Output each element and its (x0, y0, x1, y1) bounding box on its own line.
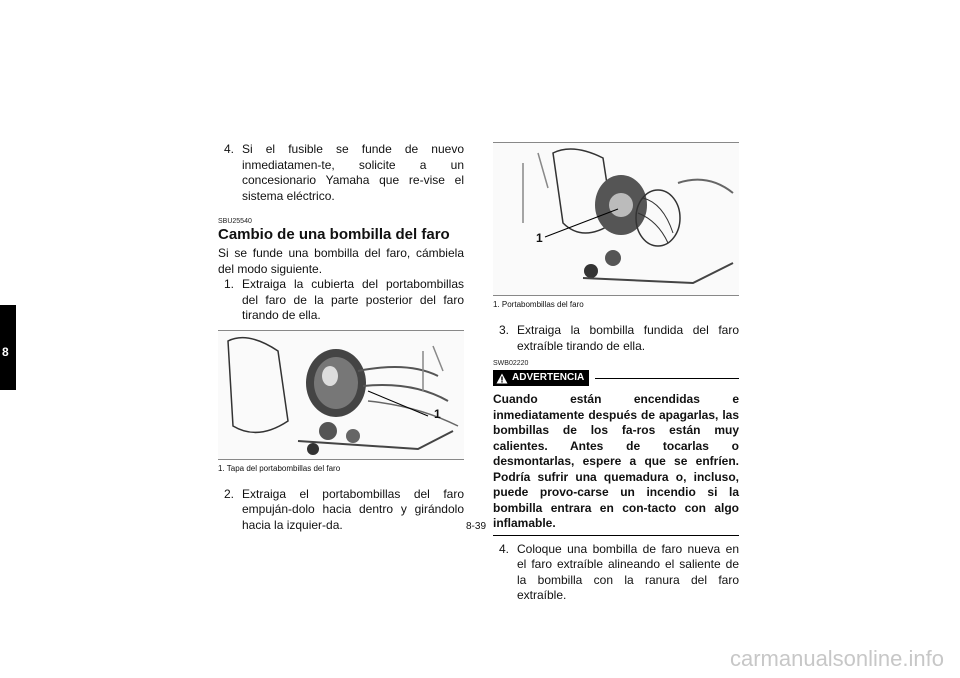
bulb-holder-photo (493, 142, 739, 296)
figure-caption: 1. Tapa del portabombillas del faro (218, 463, 341, 473)
section-intro: Si se funde una bombilla del faro, cámbiela del modo siguiente. (218, 246, 464, 276)
warning-header (493, 370, 739, 386)
left-column (218, 142, 464, 533)
warning-triangle-icon (496, 373, 508, 384)
warning-text: Cuando están encendidas e inmediatamente después de apagarlas, las bombillas de los fa-ros están muy calientes. Antes de tocarlas o desmontarlas, espere a que se enfríen. Podría sufrir una quemadura o, incluso, puede provo-carse un incendio si la bombilla entrara en con-tacto con algo inflamable. (493, 392, 739, 536)
chapter-number: 8 (2, 345, 9, 359)
step-text: Extraiga el portabombillas del faro empuján-dolo hacia dentro y girándolo hacia la izquier-da. (242, 486, 464, 532)
section-code: SBU25540 (218, 218, 252, 225)
warning-rule (595, 378, 739, 379)
headlight-cover-photo (218, 330, 464, 460)
step-4-install: 4. Coloque una bombilla de faro nueva en el faro extraíble alineando el saliente de la bombilla con la ranura del faro extraíble. (499, 541, 739, 602)
chapter-tab (0, 305, 16, 390)
step-text: Coloque una bombilla de faro nueva en el faro extraíble alineando el saliente de la bombilla con la ranura del faro extraíble. (517, 541, 739, 602)
right-column (493, 142, 739, 604)
step-text: Extraiga la cubierta del portabombillas del faro de la parte posterior del faro tirando de ella. (242, 277, 464, 322)
figure-callout: 1 (536, 231, 543, 245)
step-text: Extraiga la bombilla fundida del faro extraíble tirando de ella. (517, 323, 739, 353)
watermark: carmanualsonline.info (729, 646, 944, 671)
step-3: 3. Extraiga la bombilla fundida del faro extraíble tirando de ella. (499, 323, 739, 353)
warning-badge (493, 370, 589, 386)
figure-caption: 1. Portabombillas del faro (493, 300, 584, 309)
headlight-cover-illustration (218, 331, 464, 459)
page-number: 8-39 (466, 521, 487, 532)
section-title: Cambio de una bombilla del faro (218, 226, 450, 243)
figure-callout: 1 (434, 406, 441, 421)
step-4-fuse: 4. Si el fusible se funde de nuevo inmediatamen-te, solicite a un concesionario Yamaha que re-vise el sistema eléctrico. (224, 142, 464, 203)
step-1: 1. Extraiga la cubierta del portabombillas del faro de la parte posterior del faro tirando de ella. (224, 277, 464, 322)
bulb-holder-illustration (493, 143, 739, 295)
step-text: Si el fusible se funde de nuevo inmediatamen-te, solicite a un concesionario Yamaha que re-vise el sistema eléctrico. (242, 142, 464, 203)
warning-code: SWB02220 (493, 360, 529, 367)
warning-label: ADVERTENCIA (512, 372, 585, 384)
step-2: 2. Extraiga el portabombillas del faro empuján-dolo hacia dentro y girándolo hacia la izquier-da. (224, 486, 464, 532)
